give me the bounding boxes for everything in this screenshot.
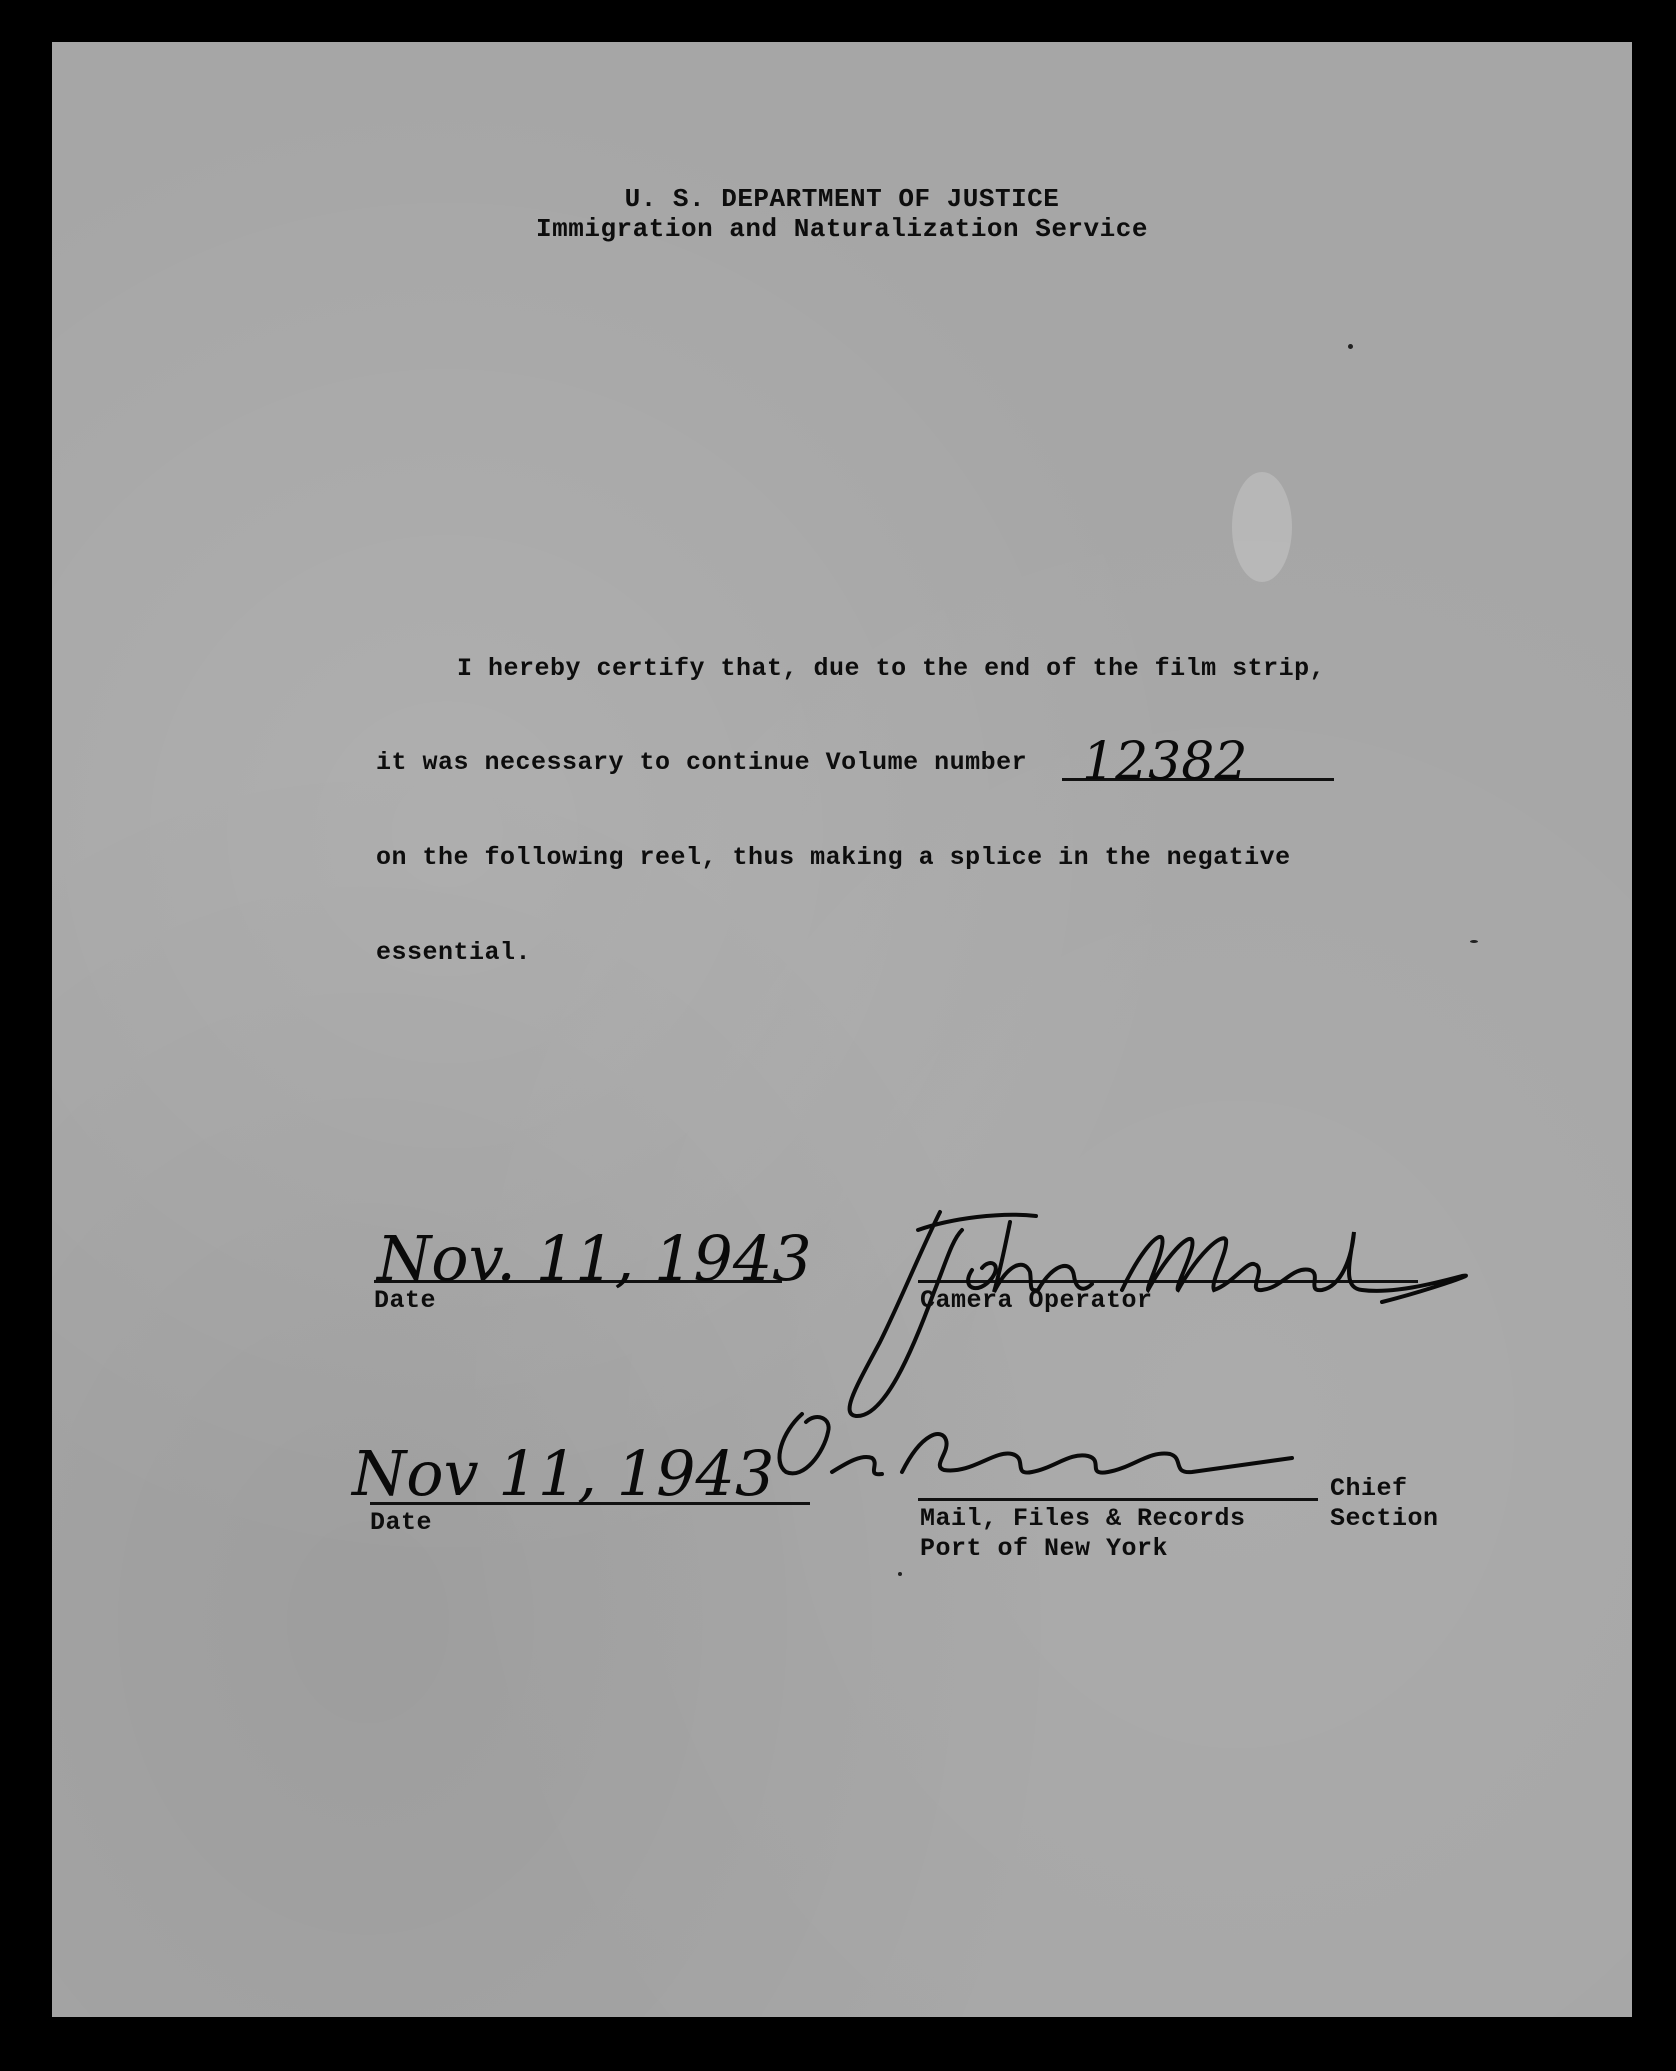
paper-speck (1348, 344, 1353, 349)
chief-port: Port of New York (920, 1534, 1169, 1563)
chief-section-label: Section (1330, 1504, 1439, 1533)
chief-date-label: Date (370, 1508, 433, 1537)
volume-number-value: 12382 (1082, 732, 1248, 792)
agency-name: U. S. DEPARTMENT OF JUSTICE (624, 184, 1060, 214)
certification-line-2: it was necessary to continue Volume number (376, 748, 1028, 777)
operator-date-value: Nov. 11, 1943 (377, 1222, 812, 1295)
document-page (52, 42, 1632, 2017)
certification-line-1: I hereby certify that, due to the end of the film strip, (457, 654, 1326, 683)
certification-line-4: essential. (376, 938, 532, 967)
paper-speck (1470, 940, 1478, 943)
operator-date-label: Date (374, 1286, 437, 1315)
chief-date-value: Nov 11, 1943 (352, 1437, 775, 1510)
chief-label: Chief (1330, 1474, 1408, 1503)
paper-stain (1232, 472, 1292, 582)
chief-unit: Mail, Files & Records (920, 1504, 1246, 1533)
operator-title: Camera Operator (920, 1286, 1153, 1315)
paper-speck (898, 1572, 902, 1576)
certification-line-3: on the following reel, thus making a splice in the negative (376, 843, 1291, 872)
agency-service: Immigration and Naturalization Service (536, 214, 1148, 244)
